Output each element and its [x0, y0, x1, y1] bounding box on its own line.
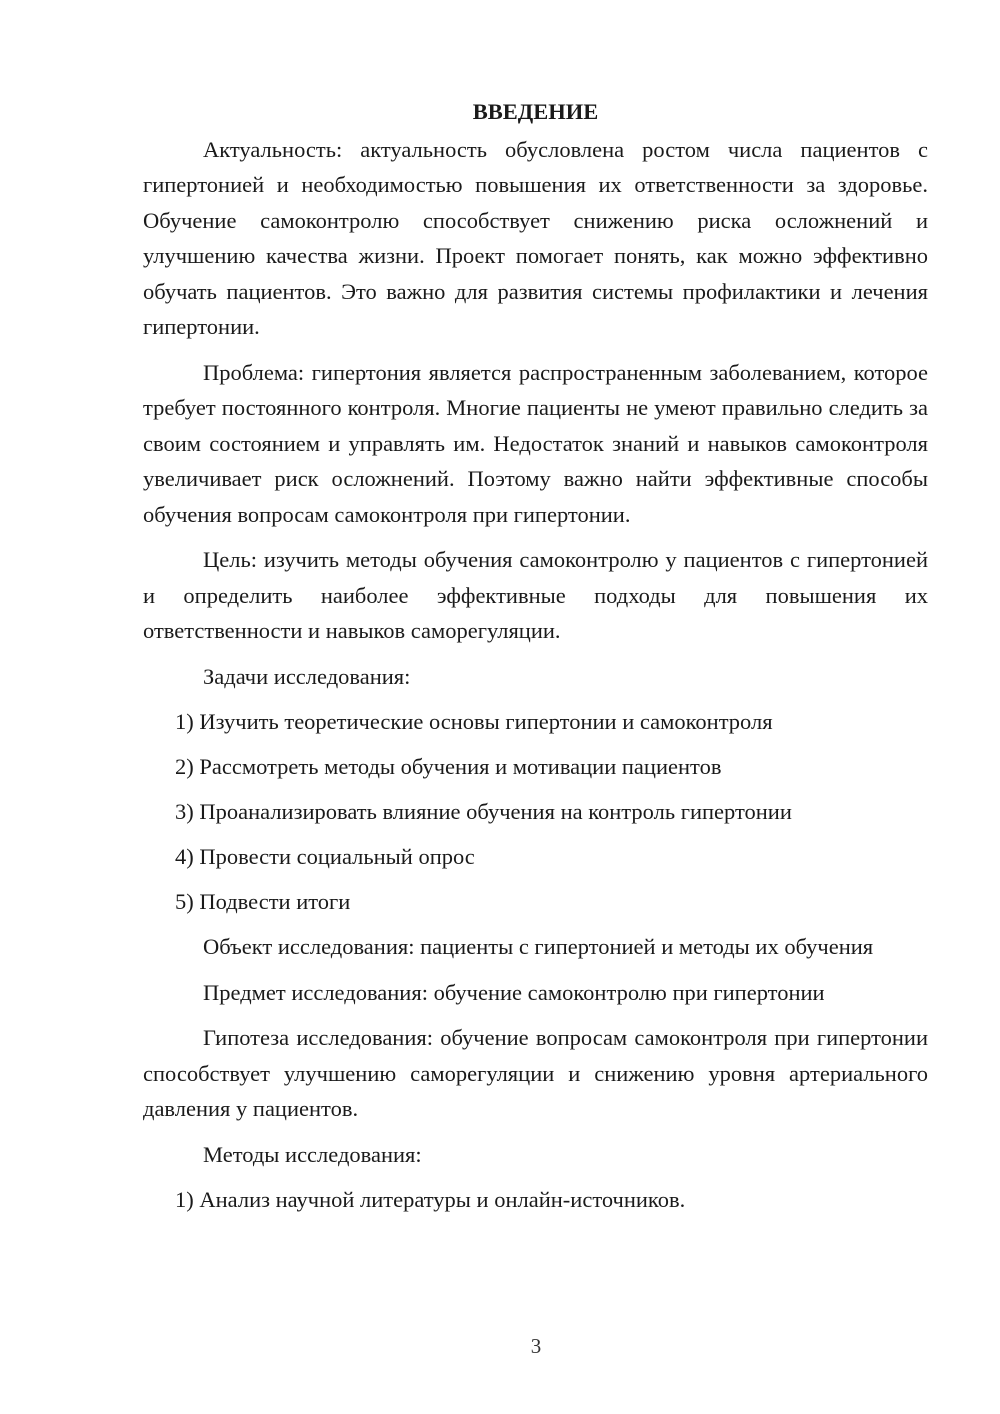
task-item: 2) Рассмотреть методы обучения и мотивации пациентов [175, 754, 722, 779]
task-item: 1) Изучить теоретические основы гипертонии и самоконтроля [175, 709, 773, 734]
tasks-heading: Задачи исследования: [203, 663, 411, 689]
method-item: 1) Анализ научной литературы и онлайн-источников. [175, 1187, 686, 1212]
document-page [143, 94, 928, 1227]
relevance-paragraph: Актуальность: актуальность обусловлена ростом числа пациентов с гипертонией и необходимостью повышения их ответственности за здоровье. Обучение самоконтролю способствует снижению риска осложнений и улучшению качества жизни. Проект помогает понять, как можно эффективно обучать пациентов. Это важно для развития системы профилактики и лечения гипертонии. [143, 136, 928, 339]
task-item: 4) Провести социальный опрос [175, 844, 475, 869]
object-paragraph: Объект исследования: пациенты с гипертонией и методы их обучения [203, 934, 874, 959]
methods-heading: Методы исследования: [203, 1141, 422, 1167]
task-item: 5) Подвести итоги [175, 889, 351, 914]
problem-paragraph: Проблема: гипертония является распространенным заболеванием, которое требует постоянного контроля. Многие пациенты не умеют правильно следить за своим состоянием и управлять им. Недостаток знаний и навыков самоконтроля увеличивает риск осложнений. Поэтому важно найти эффективные способы обучения вопросам самоконтроля при гипертонии. [143, 359, 928, 527]
section-title: ВВЕДЕНИЕ [472, 99, 599, 124]
task-item: 3) Проанализировать влияние обучения на контроль гипертонии [175, 799, 792, 824]
page-number: 3 [530, 1334, 542, 1358]
hypothesis-paragraph: Гипотеза исследования: обучение вопросам самоконтроля при гипертонии способствует улучшению саморегуляции и снижению уровня артериального давления у пациентов. [143, 1025, 928, 1121]
goal-paragraph: Цель: изучить методы обучения самоконтролю у пациентов с гипертонией и определить наиболее эффективные подходы для повышения их ответственности и навыков саморегуляции. [143, 547, 928, 643]
subject-paragraph: Предмет исследования: обучение самоконтролю при гипертонии [203, 979, 825, 1005]
